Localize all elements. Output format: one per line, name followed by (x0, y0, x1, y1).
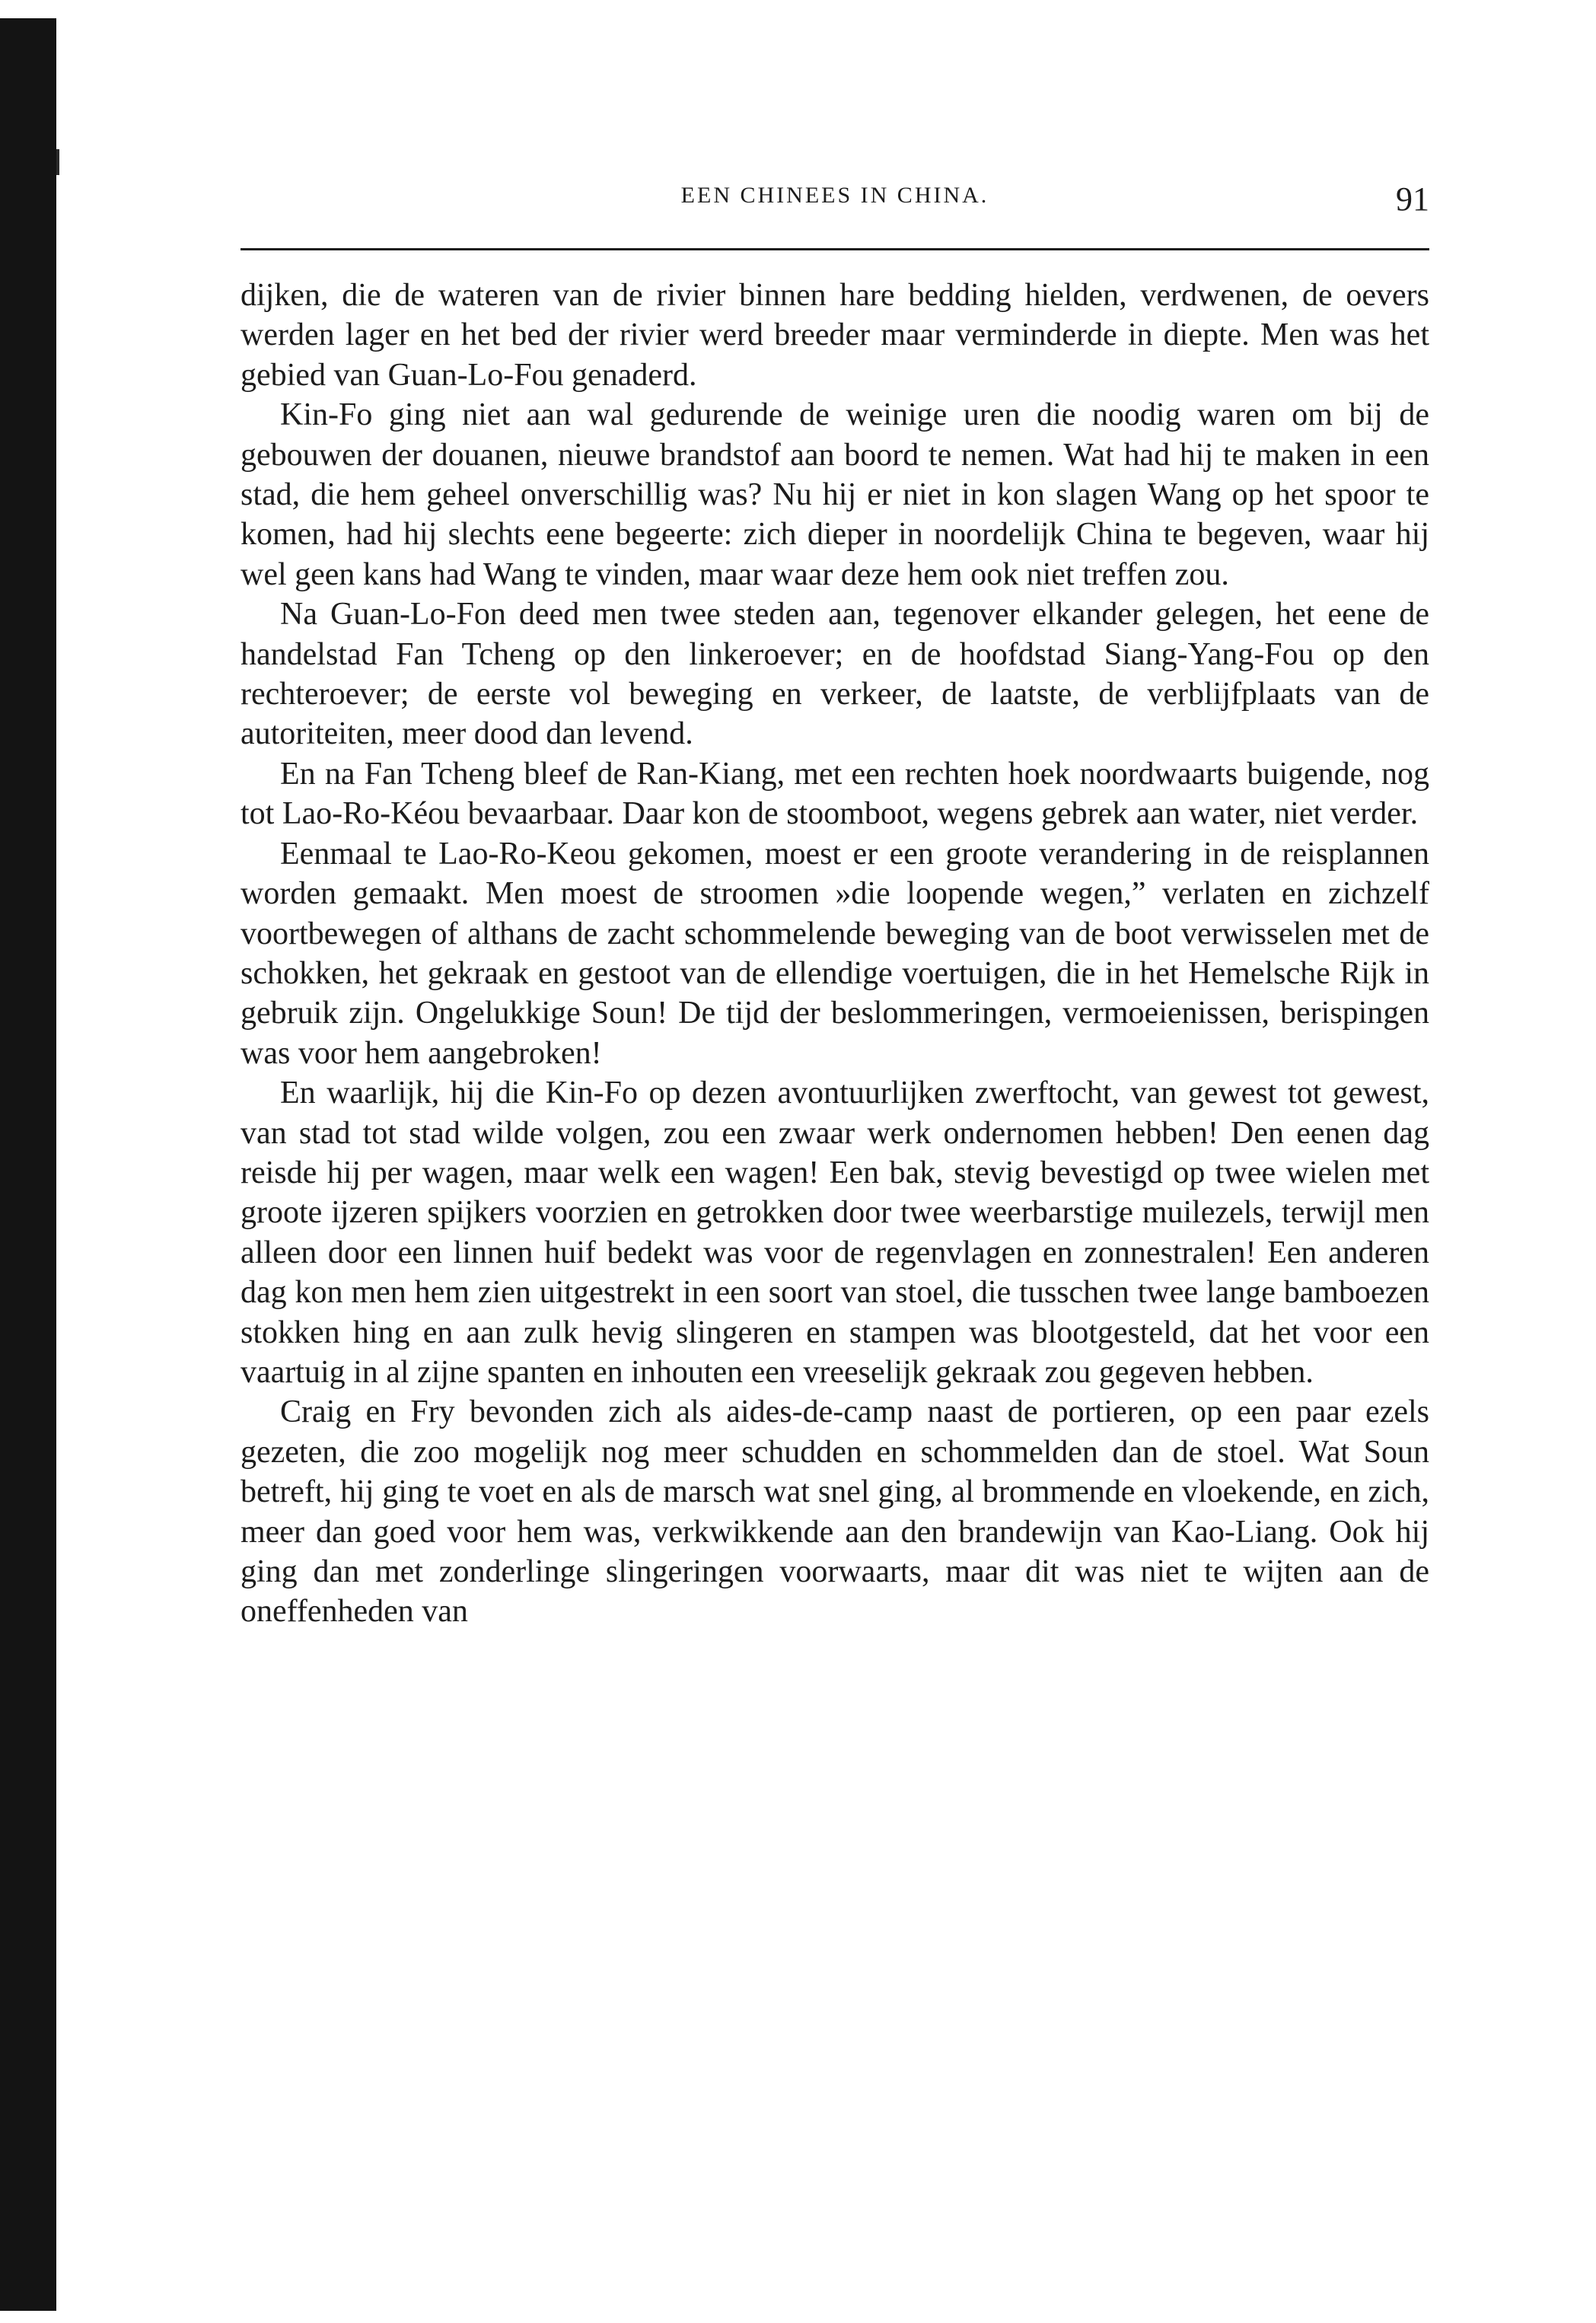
paragraph: Craig en Fry bevonden zich als aides-de-camp naast de portieren, op een paar ezels gezeten, die zoo mogelijk nog meer schudden en schommelden dan de stoel. Wat Soun betreft, hij ging te voet en als de marsch wat snel ging, al brommende en vloekende, en zich, meer dan goed voor hem was, verkwikkende aan den brandewijn van Kao-Liang. Ook hij ging dan met zonderlinge slingeringen voorwaarts, maar dit was niet te wijten aan de oneffenheden van (241, 1394, 1429, 1630)
paragraph: dijken, die de wateren van de rivier binnen hare bedding hielden, verdwenen, de oevers werden lager en het bed der rivier werd breeder maar verminderde in diepte. Men was het gebied van Guan-Lo-Fou genaderd. (241, 278, 1429, 393)
body-text (241, 276, 1429, 1632)
paragraph: En waarlijk, hij die Kin-Fo op dezen avontuurlijken zwerftocht, van gewest tot gewest, van stad tot stad wilde volgen, zou een zwaar werk ondernomen hebben! Den eenen dag reisde hij per wagen, maar welk een wagen! Een bak, stevig bevestigd op twee wielen met groote ijzeren spijkers voorzien en getrokken door twee weerbarstige muilezels, terwijl men alleen door een linnen huif bedekt was voor de regenvlagen en zonnestralen! Een anderen dag kon men hem zien uitgestrekt in een soort van stoel, die tusschen twee lange bamboezen stokken hing en aan zulk hevig slingeren en stampen was blootgesteld, dat het voor een vaartuig in al zijne spanten en inhouten een vreeselijk gekraak zou gegeven hebben. (241, 1075, 1429, 1390)
page-header (241, 180, 1429, 228)
paragraph: Na Guan-Lo-Fon deed men twee steden aan, tegenover elkander gelegen, het eene de handelstad Fan Tcheng op den linkeroever; en de hoofdstad Siang-Yang-Fou op den rechteroever; de eerste vol beweging en verkeer, de laatste, de verblijfplaats van de autoriteiten, meer dood dan levend. (241, 597, 1429, 752)
running-title: EEN CHINEES IN CHINA. (680, 183, 989, 208)
paragraph: En na Fan Tcheng bleef de Ran-Kiang, met een rechten hoek noordwaarts buigende, nog tot Lao-Ro-Kéou bevaarbaar. Daar kon de stoomboot, wegens gebrek aan water, niet verder. (241, 756, 1429, 832)
spine-notch (56, 149, 59, 175)
paragraph: Kin-Fo ging niet aan wal gedurende de weinige uren die noodig waren om bij de gebouwen der douanen, nieuwe brandstof aan boord te nemen. Wat had hij te maken in een stad, die hem geheel onverschillig was? Nu hij er niet in kon slagen Wang op het spoor te komen, had hij slechts eene begeerte: zich dieper in noordelijk China te begeven, waar hij wel geen kans had Wang te vinden, maar waar deze hem ook niet treffen zou. (241, 397, 1429, 592)
book-spine-shadow (0, 18, 56, 2311)
paragraph: Eenmaal te Lao-Ro-Keou gekomen, moest er een groote verandering in de reisplannen worden gemaakt. Men moest de stroomen »die loopende wegen,” verlaten en zichzelf voortbewegen of althans de zacht schommelende beweging van de boot verwisselen met de schokken, het gekraak en gestoot van de ellendige voertuigen, die in het Hemelsche Rijk in gebruik zijn. Ongelukkige Soun! De tijd der beslommeringen, vermoeienissen, berispingen was voor hem aangebroken! (241, 836, 1429, 1071)
header-rule (241, 248, 1429, 250)
page-number: 91 (1396, 180, 1429, 218)
